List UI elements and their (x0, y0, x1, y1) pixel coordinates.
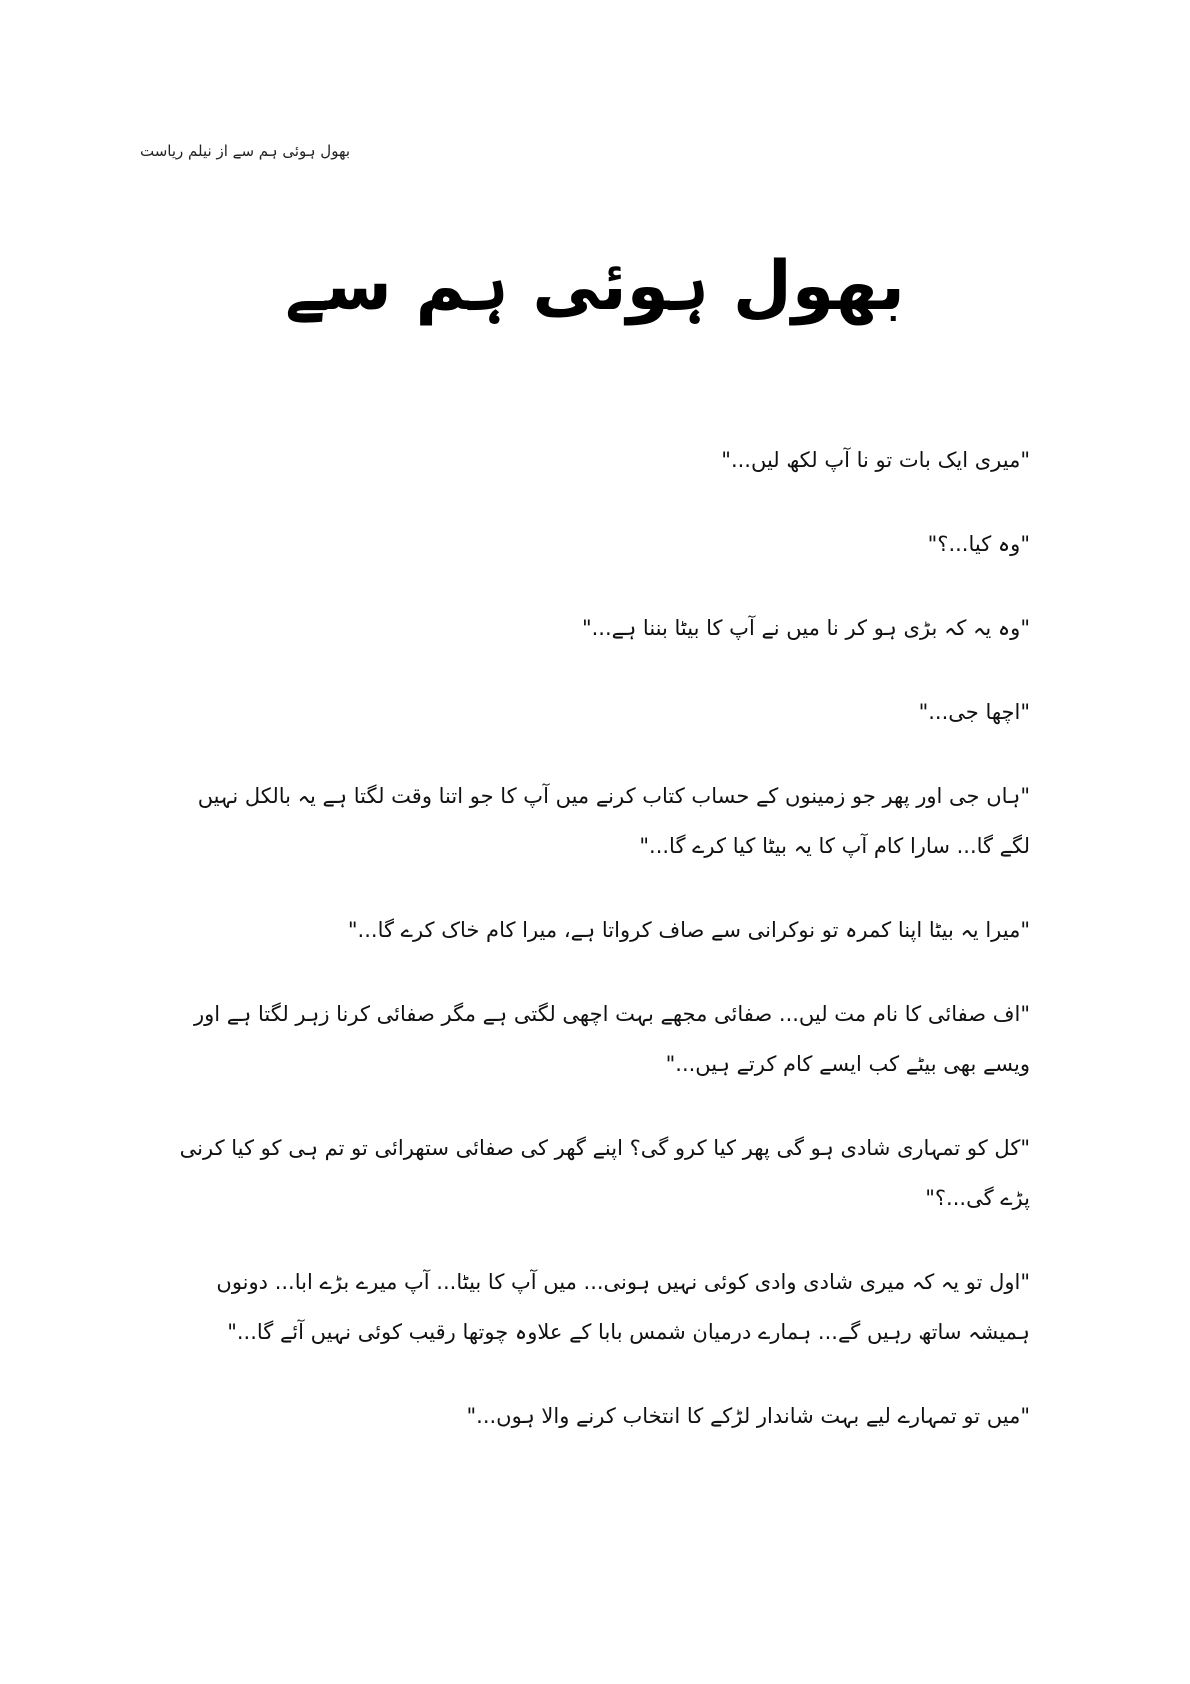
dialogue-paragraph: "ہاں جی اور پھر جو زمینوں کے حساب کتاب کرنے میں آپ کا جو اتنا وقت لگتا ہے یہ بالکل نہیں لگے گا... سارا کام آپ کا یہ بیٹا کیا کرے گا..." (197, 784, 1030, 858)
story-text (175, 435, 1030, 1475)
dialogue-paragraph: "میرا یہ بیٹا اپنا کمرہ تو نوکرانی سے صاف کرواتا ہے، میرا کام خاک کرے گا..." (347, 918, 1030, 942)
dialogue-paragraph: "میری ایک بات تو نا آپ لکھ لیں..." (721, 448, 1030, 472)
dialogue-paragraph: "وہ یہ کہ بڑی ہو کر نا میں نے آپ کا بیٹا بننا ہے..." (581, 616, 1030, 640)
dialogue-paragraph: "کل کو تمہاری شادی ہو گی پھر کیا کرو گی؟ اپنے گھر کی صفائی ستھرائی تو تم ہی کو کیا کرنی پڑے گی...؟" (179, 1136, 1030, 1210)
dialogue-paragraph: "اچھا جی..." (918, 700, 1030, 724)
dialogue-paragraph: "اف صفائی کا نام مت لیں... صفائی مجھے بہت اچھی لگتی ہے مگر صفائی کرنا زہر لگتا ہے اور ویسے بھی بیٹے کب ایسے کام کرتے ہیں..." (193, 1002, 1030, 1076)
dialogue-paragraph: "میں تو تمہارے لیے بہت شاندار لڑکے کا انتخاب کرنے والا ہوں..." (466, 1404, 1030, 1428)
document-title: بھول ہوئی ہم سے (285, 247, 905, 326)
running-header: بھول ہوئی ہم سے از نیلم ریاست (140, 142, 351, 160)
dialogue-paragraph: "وہ کیا...؟" (927, 532, 1030, 556)
dialogue-paragraph: "اول تو یہ کہ میری شادی وادی کوئی نہیں ہونی... میں آپ کا بیٹا... آپ میرے بڑے ابا... دونوں ہمیشہ ساتھ رہیں گے... ہمارے درمیان شمس بابا کے علاوہ چوتھا رقیب کوئی نہیں آئے گا..." (216, 1270, 1030, 1344)
